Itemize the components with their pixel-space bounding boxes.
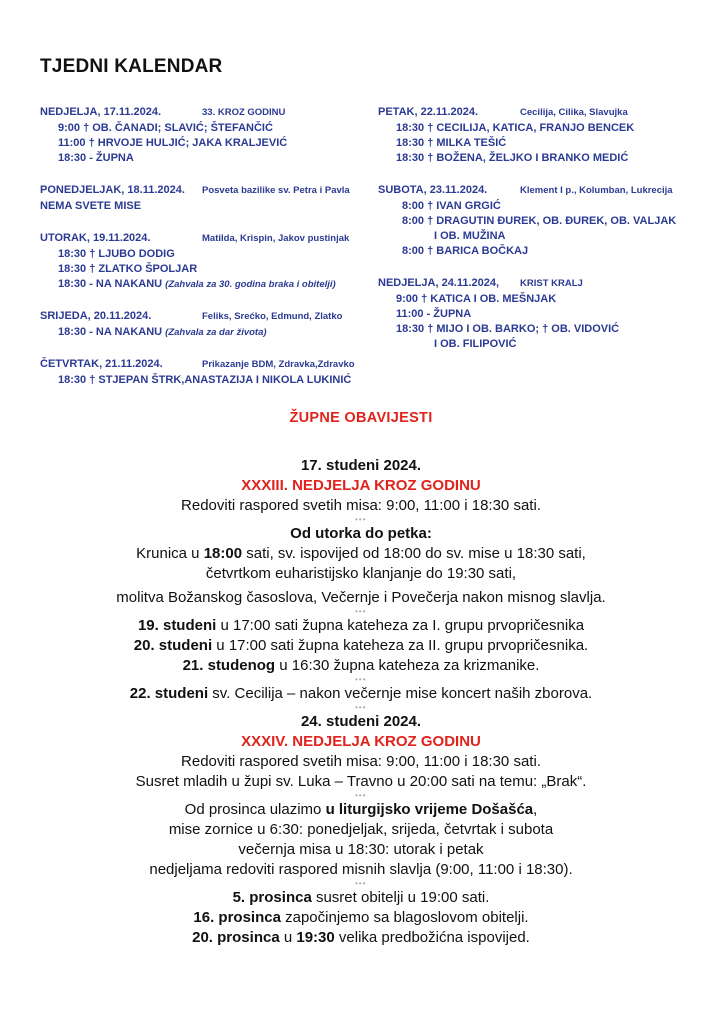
separator-dots: ••• [355,607,367,616]
day-name: PETAK, 22.11.2024. [378,106,479,118]
notice-line [0,544,722,564]
mass-entry [40,277,370,292]
notice-line [0,636,722,656]
notice-text: Od prosinca ulazimo [184,801,326,818]
mass-entry: 18:30 † ZLATKO ŠPOLJAR [58,263,198,275]
notice-text: velika predbožićna ispovijed. [334,929,530,946]
calendar-day [40,106,370,166]
notice-line [0,684,722,704]
mass-entry: 9:00 † KATICA I OB. MEŠNJAK [396,293,557,305]
mass-entry [40,325,370,340]
notice-text: započinjemo sa blagoslovom obitelji. [280,909,529,926]
notice-bold: 5. prosinca [232,889,312,906]
notice-line [0,928,722,948]
calendar-day [40,358,370,388]
day-saints: Prikazanje BDM, Zdravka,Zdravko [202,359,355,370]
calendar-left-column [40,106,370,406]
notice-line [0,616,722,636]
mass-entry: 18:30 † LJUBO DODIG [58,248,175,260]
mass-entry: 11:00 - ŽUPNA [396,308,472,320]
mass-schedule-line: Redoviti raspored svetih misa: 9:00, 11:00 i 18:30 sati. [181,753,541,770]
separator [0,704,722,712]
mass-entry: 11:00 † HRVOJE HULJIĆ; JAKA KRALJEVIĆ [58,137,288,149]
mass-entry: 18:30 † BOŽENA, ŽELJKO I BRANKO MEDIĆ [396,152,629,164]
mass-entry-text: 18:30 - NA NAKANU [58,278,166,290]
weekday-heading: Od utorka do petka: [290,525,432,542]
mass-entry-text: 18:30 - NA NAKANU [58,326,166,338]
day-saints: Posveta bazilike sv. Petra i Pavla [202,185,350,196]
mass-entry: NEMA SVETE MISE [40,200,142,212]
notice-bold: 19. studeni [137,617,217,634]
notice-line [0,888,722,908]
notice-line: Susret mladih u župi sv. Luka – Travno u 20:00 sati na temu: „Brak“. [135,773,587,790]
notice-line: molitva Božanskog časoslova, Večernje i Povečerja nakon misnog slavlja. [116,589,606,606]
notice-line: večernja misa u 18:30: utorak i petak [238,841,484,858]
notice-text: sati, sv. ispovijed od 18:00 do sv. mise u 18:30 sati, [242,545,586,562]
separator-dots: ••• [355,703,367,712]
mass-entry: 18:30 † STJEPAN ŠTRK,ANASTAZIJA I NIKOLA LUKINIĆ [58,374,352,386]
day-name: SUBOTA, 23.11.2024. [378,184,488,196]
notice-bold: 22. studeni [129,685,209,702]
separator-dots: ••• [355,675,367,684]
separator-dots: ••• [355,791,367,800]
calendar-title: TJEDNI KALENDAR [40,56,223,77]
notices-body [0,456,722,948]
calendar-day [378,184,708,259]
notice-text: , [533,801,538,818]
day-name: NEDJELJA, 17.11.2024. [40,106,162,118]
mass-entry: 8:00 † IVAN GRGIĆ [402,200,501,212]
separator-dots: ••• [355,515,367,524]
calendar-day [40,310,370,340]
separator [0,676,722,684]
separator [0,608,722,616]
mass-entry-continuation: I OB. MUŽINA [434,230,506,242]
separator [0,792,722,800]
notice-line: mise zornice u 6:30: ponedjeljak, srijeda, četvrtak i subota [168,821,554,838]
notice-bold: 16. prosinca [193,909,281,926]
calendar-day [378,277,708,352]
day-name: ČETVRTAK, 21.11.2024. [40,358,163,370]
mass-entry: 8:00 † DRAGUTIN ĐUREK, OB. ĐUREK, OB. VALJAK [402,215,677,227]
notice-text: susret obitelji u 19:00 sati. [311,889,490,906]
notice-bold: u liturgijsko vrijeme Došašća [325,801,534,818]
mass-entry: 18:30 † MIJO I OB. BARKO; † OB. VIDOVIĆ [396,323,620,335]
mass-entry: 18:30 † CECILIJA, KATICA, FRANJO BENCEK [396,122,635,134]
notice-bold: 18:00 [203,545,243,562]
day-name: UTORAK, 19.11.2024. [40,232,151,244]
day-saints: KRIST KRALJ [520,278,583,289]
day-saints: Cecilija, Cilika, Slavujka [520,107,628,118]
separator-dots: ••• [355,879,367,888]
mass-entry-continuation: I OB. FILIPOVIĆ [434,338,517,350]
day-name: PONEDJELJAK, 18.11.2024. [40,184,185,196]
day-saints: Feliks, Srećko, Edmund, Zlatko [202,311,343,322]
day-saints: Matilda, Krispin, Jakov pustinjak [202,233,350,244]
mass-intention-note: (Zahvala za dar života) [165,327,267,338]
notice-bold: 20. prosinca [192,929,280,946]
notice-text: u [279,929,297,946]
calendar-day [378,106,708,166]
mass-entry: 9:00 † OB. ČANADI; SLAVIĆ; ŠTEFANČIĆ [58,122,273,134]
sunday-name: XXXIV. NEDJELJA KROZ GODINU [241,733,481,750]
notice-line [0,656,722,676]
notices-title: ŽUPNE OBAVIJESTI [289,410,433,426]
sunday-name: XXXIII. NEDJELJA KROZ GODINU [241,477,481,494]
mass-entry: 8:00 † BARICA BOČKAJ [402,245,529,257]
mass-schedule-line: Redoviti raspored svetih misa: 9:00, 11:00 i 18:30 sati. [181,497,541,514]
notice-bold: 20. studeni [133,637,213,654]
notice-line: četvrtkom euharistijsko klanjanje do 19:30 sati, [205,565,517,582]
notice-line: nedjeljama redoviti raspored misnih slavlja (9:00, 11:00 i 18:30). [149,861,573,878]
day-saints: 33. KROZ GODINU [202,107,286,118]
notice-bold: 19:30 [296,929,335,946]
mass-entry: 18:30 - ŽUPNA [58,152,134,164]
notice-line [0,908,722,928]
day-name: SRIJEDA, 20.11.2024. [40,310,152,322]
calendar-day [40,232,370,292]
day-name: NEDJELJA, 24.11.2024, [378,277,500,289]
mass-intention-note: (Zahvala za 30. godina braka i obitelji) [165,279,336,290]
mass-entry: 18:30 † MILKA TEŠIĆ [396,137,507,149]
sunday-date: 17. studeni 2024. [300,457,422,474]
notice-text: sv. Cecilija – nakon večernje mise koncert naših zborova. [208,685,593,702]
separator [0,516,722,524]
separator [0,880,722,888]
sunday-date: 24. studeni 2024. [300,713,422,730]
notice-text: u 17:00 sati župna kateheza za II. grupu prvopričesnika. [212,637,589,654]
notice-text: u 17:00 sati župna kateheza za I. grupu prvopričesnika [216,617,585,634]
notice-text: Krunica u [136,545,204,562]
notice-bold: 21. studenog [182,657,276,674]
notice-line [0,800,722,820]
day-saints: Klement I p., Kolumban, Lukrecija [520,185,673,196]
notice-text: u 16:30 župna kateheza za krizmanike. [275,657,540,674]
calendar-day [40,184,370,214]
calendar-right-column [378,106,708,370]
